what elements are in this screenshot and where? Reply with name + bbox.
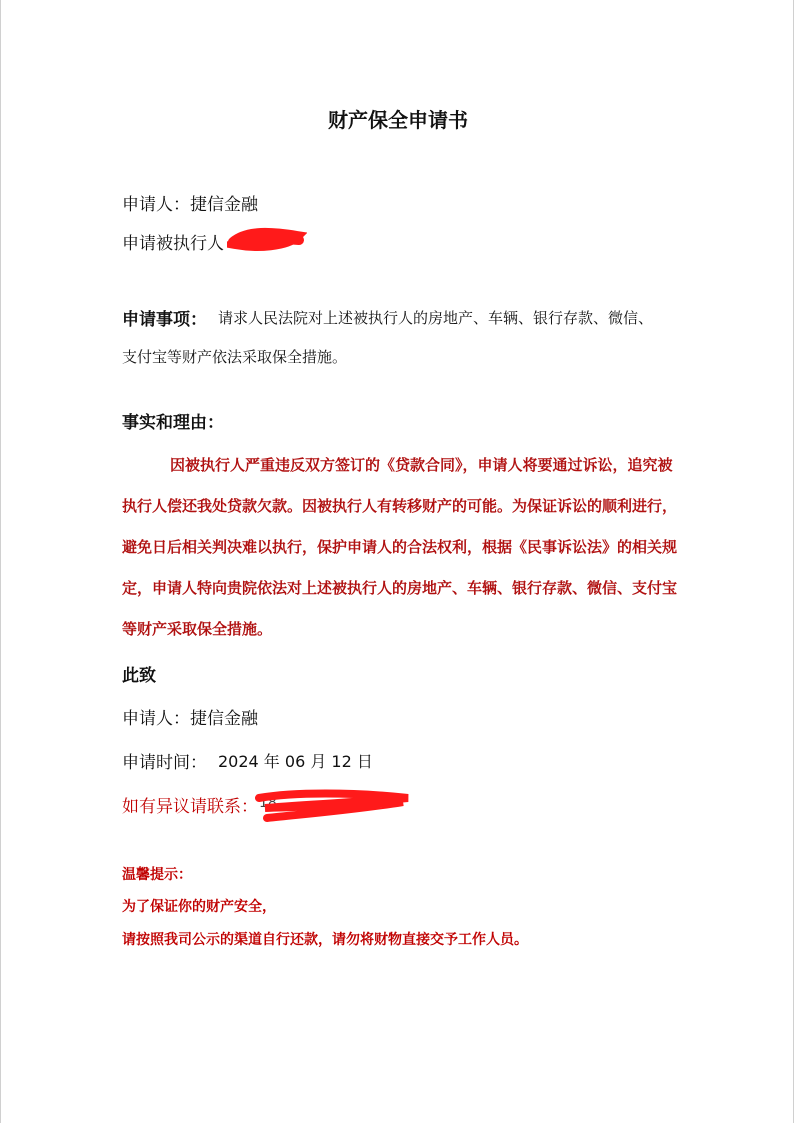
- facts-heading: 事实和理由：: [122, 413, 224, 433]
- request-heading: 申请事项：: [122, 310, 207, 330]
- signature-applicant: 申请人：捷信金融: [122, 709, 258, 729]
- applicant-line: 申请人：捷信金融: [122, 195, 258, 215]
- tip-heading: 温馨提示：: [122, 867, 192, 883]
- respondent-label: 申请被执行人: [122, 234, 224, 254]
- tip-line-2: 请按照我司公示的渠道自行还款，请勿将财物直接交予工作人员。: [122, 932, 528, 948]
- tip-line-1: 为了保证你的财产安全，: [122, 899, 276, 915]
- contact-line: 如有异议请联系：: [122, 797, 258, 817]
- request-text-line-2: 支付宝等财产依法采取保全措施。: [122, 348, 348, 366]
- phone-redaction-scribble: [253, 786, 418, 826]
- date-value: 2024 年 06 月 12 日: [218, 752, 373, 771]
- contact-partial: 18: [259, 795, 277, 811]
- salutation: 此致: [122, 666, 156, 686]
- date-label: 申请时间：: [122, 753, 207, 773]
- document-title: 财产保全申请书: [328, 108, 468, 132]
- request-text-line-1: 请求人民法院对上述被执行人的房地产、车辆、银行存款、微信、: [218, 309, 654, 327]
- redaction-scribble: [227, 226, 307, 252]
- facts-paragraph: 因被执行人严重违反双方签订的《贷款合同》，申请人将要通过诉讼，追究被执行人偿还我处贷款欠款。因被执行人有转移财产的可能。为保证诉讼的顺利进行，避免日后相关判决难以执行，保护申请人的合法权利，根据《民事诉讼法》的相关规定，申请人特向贵院依法对上述被执行人的房地产、车辆、银行存款、微信、支付宝等财产采取保全措施。: [122, 456, 678, 638]
